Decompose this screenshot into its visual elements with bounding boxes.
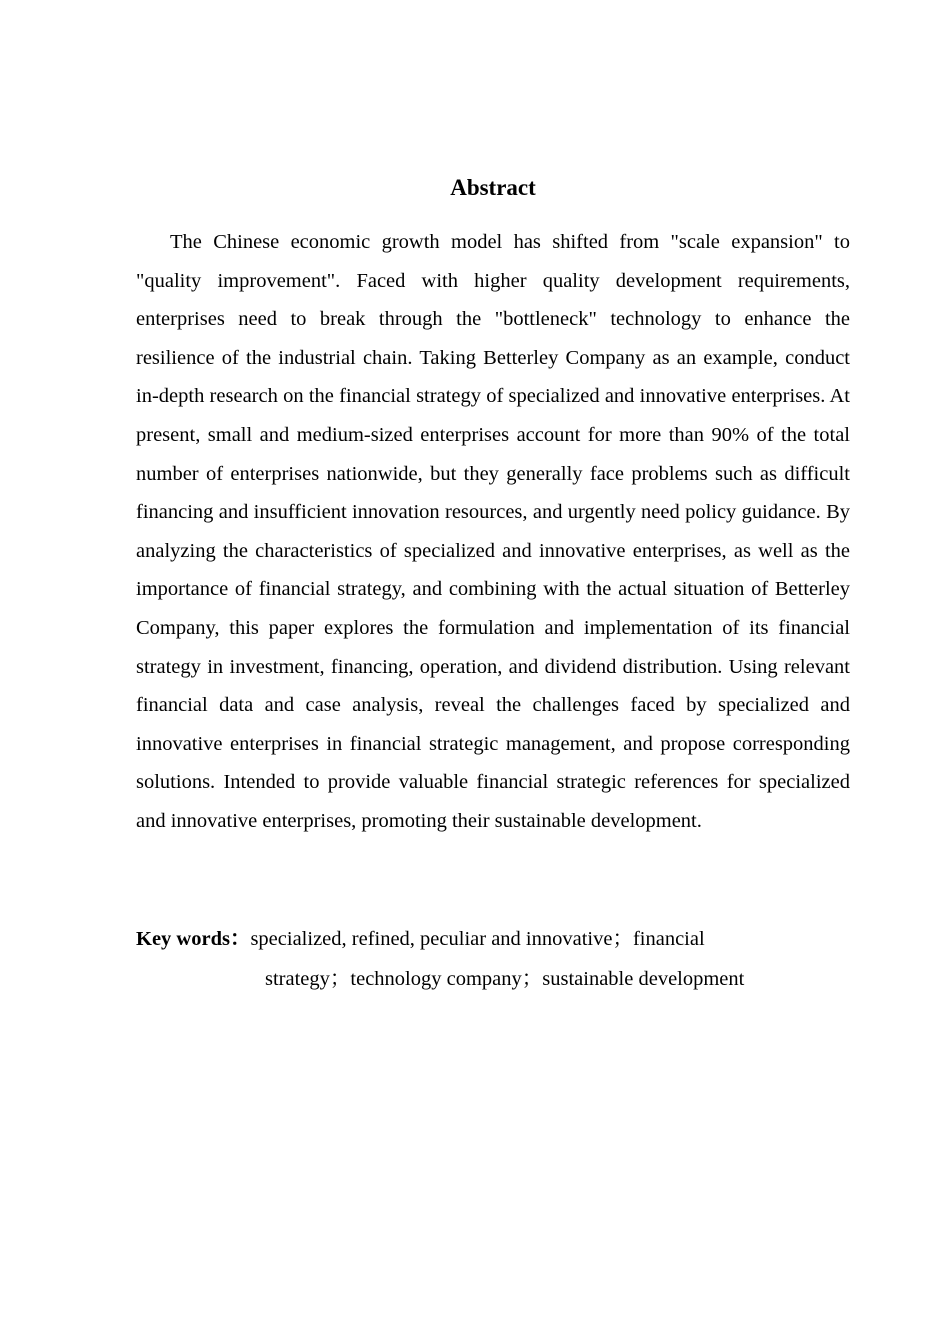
keywords-first-line (136, 919, 850, 959)
keywords-line-1: specialized, refined, peculiar and innovative；financial (250, 928, 705, 950)
keywords-section (136, 919, 850, 999)
keywords-line-2: strategy；technology company；sustainable development (265, 968, 745, 990)
abstract-title: Abstract (450, 175, 536, 200)
keywords-label: Key words： (136, 928, 251, 950)
abstract-body: The Chinese economic growth model has shifted from "scale expansion" to "quality improvement". Faced with higher quality development requirements, enterprises need to break through the "bottleneck" technology to enhance the resilience of the industrial chain. Taking Betterley Company as an example, conduct in-depth research on the financial strategy of specialized and innovative enterprises. At present, small and medium-sized enterprises account for more than 90% of the total number of enterprises nationwide, but they generally face problems such as difficult financing and insufficient innovation resources, and urgently need policy guidance. By analyzing the characteristics of specialized and innovative enterprises, as well as the importance of financial strategy, and combining with the actual situation of Betterley Company, this paper explores the formulation and implementation of its financial strategy in investment, financing, operation, and dividend distribution. Using relevant financial data and case analysis, reveal the challenges faced by specialized and innovative enterprises in financial strategic management, and propose corresponding solutions. Intended to provide valuable financial strategic references for specialized and innovative enterprises, promoting their sustainable development. (136, 231, 850, 832)
